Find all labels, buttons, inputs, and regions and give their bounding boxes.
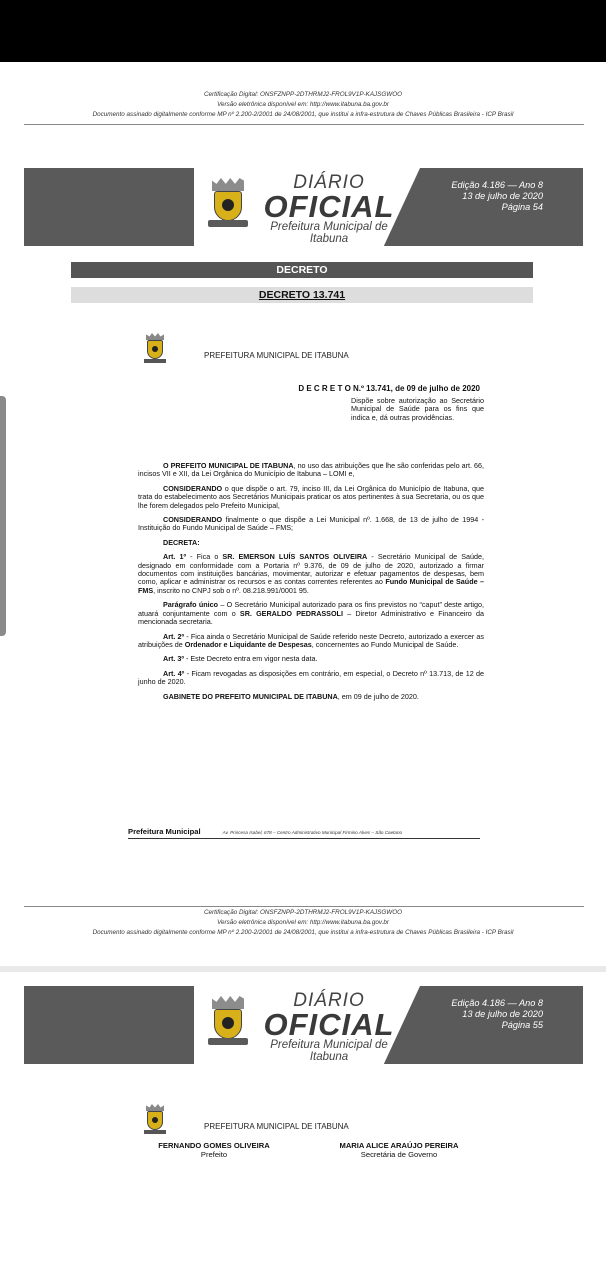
masthead-cidade: Itabuna: [309, 233, 349, 245]
diario-banner-page-55: [24, 986, 583, 1064]
prefeitura-heading: PREFEITURA MUNICIPAL DE ITABUNA: [204, 351, 349, 360]
cert-url: Versão eletrônica disponível em: http://www.itabuna.ba.gov.br: [217, 919, 389, 926]
decree-title: D E C R E T O N.º 13.741, de 09 de julho de 2020: [298, 384, 480, 393]
certification-header: [0, 90, 606, 120]
edition-info: [393, 998, 543, 1031]
gabinete-line: GABINETE DO PREFEITO MUNICIPAL DE ITABUNA, em 09 de julho de 2020.: [163, 691, 419, 701]
signer-role: Prefeito: [200, 1150, 228, 1159]
edition-page: Página 55: [501, 1020, 543, 1030]
signature-prefeito: [144, 1141, 284, 1159]
footer-rule: [24, 906, 584, 907]
coat-of-arms-icon: [208, 996, 248, 1050]
decree-ementa: Dispõe sobre autorização ao Secretário Municipal de Saúde para os fins que indica e, dá outras providências.: [351, 396, 484, 422]
page-footer: [128, 827, 480, 836]
masthead-oficial: OFICIAL: [263, 1007, 395, 1042]
masthead-cidade: Itabuna: [309, 1051, 349, 1063]
masthead-prefeitura: Prefeitura Municipal de: [270, 1039, 388, 1051]
signer-role: Secretária de Governo: [360, 1150, 438, 1159]
cert-code: Certificação Digital: ONSFZNPP-2DTHRMJ2-FROL9V1P-KAJSGWOO: [203, 909, 403, 916]
masthead: [256, 172, 402, 245]
footer-address: Av. Princesa Isabel, 678 – Centro Administrativo Municipal Firmino Alves – São Caetano: [222, 830, 403, 835]
decree-number: DECRETO 13.741: [258, 289, 346, 301]
decree-number-bar: [71, 287, 533, 303]
coat-of-arms-icon: [208, 178, 248, 232]
article-3: Art. 3º - Este Decreto entra em vigor nesta data.: [163, 654, 318, 664]
scrollbar-handle[interactable]: [0, 396, 6, 636]
cert-code: Certificação Digital: ONSFZNPP-2DTHRMJ2-FROL9V1P-KAJSGWOO: [203, 91, 403, 98]
cert-legal: Documento assinado digitalmente conforme MP nº 2.200-2/2001 de 24/08/2001, que institui a infra-estrutura de Chaves Públicas Brasileira - ICP Brasil: [92, 929, 514, 936]
edition-date: 13 de julho de 2020: [462, 191, 543, 201]
decree-body: [138, 462, 484, 701]
edition-page: Página 54: [501, 202, 543, 212]
signature-secretaria: [322, 1141, 476, 1159]
diario-banner: [24, 168, 583, 246]
masthead-diario: DIÁRIO: [293, 172, 365, 193]
masthead-diario: DIÁRIO: [293, 990, 365, 1011]
signer-name: MARIA ALICE ARAÚJO PEREIRA: [339, 1141, 459, 1150]
certification-footer: [0, 908, 606, 938]
edition-date: 13 de julho de 2020: [462, 1009, 543, 1019]
small-coat-of-arms-icon: [144, 333, 166, 367]
prefeitura-heading: PREFEITURA MUNICIPAL DE ITABUNA: [204, 1122, 349, 1131]
masthead: [256, 990, 402, 1063]
footer-title: Prefeitura Municipal: [128, 827, 201, 836]
small-coat-of-arms-icon: [144, 1104, 166, 1138]
article-4: Art. 4º - Ficam revogadas as disposições em contrário, em especial, o Decreto nº 13.713, de 12 de junho de 2020.: [138, 668, 484, 687]
article-1: Art. 1º - Fica o SR. EMERSON LUÍS SANTOS OLIVEIRA - Secretário Municipal de Saúde, designado em conformidade com a Portaria nº 9.376, de 09 de julho de 2020, autorizado a firmar documentos com instituições bancárias, movimentar, autorizar e efetuar pagamentos de despesas, bem como, aplicar e administrar os recursos e as contas correntes referentes ao Fundo Municipal de Saúde – FMS, inscrito no CNPJ sob o nº. 08.218.991/0001 95.: [138, 552, 484, 595]
cert-legal: Documento assinado digitalmente conforme MP nº 2.200-2/2001 de 24/08/2001, que institui a infra-estrutura de Chaves Públicas Brasileira - ICP Brasil: [92, 111, 514, 118]
paragraph-preamble: O PREFEITO MUNICIPAL DE ITABUNA, no uso das atribuições que lhe são conferidas pelo art. 66, incisos VII e XII, da Lei Orgânica do Município de Itabuna – LOMI e,: [138, 461, 484, 479]
paragrafo-unico: Parágrafo único – O Secretário Municipal autorizado para os fins previstos no “caput” deste artigo, atuará conjuntamente com o SR. GERALDO PEDRASSOLI – Diretor Administrativo e Financeiro da mencionada secretaria.: [138, 600, 485, 627]
article-2: Art. 2º - Fica ainda o Secretário Municipal de Saúde referido neste Decreto, autorizado a exercer as atribuições de Ordenador e Liquidante de Despesas, concernentes ao Fundo Municipal de Saúde.: [138, 631, 484, 649]
section-bar: DECRETO: [71, 262, 533, 278]
paragraph-decreta: DECRETA:: [163, 537, 200, 547]
edition-info: [393, 180, 543, 213]
paragraph-considerando-2: CONSIDERANDO finalmente o que dispõe a Lei Municipal nº. 1.668, de 13 de julho de 1994 - Instituição do Fundo Municipal de Saúde – FMS;: [138, 515, 484, 533]
header-rule: [24, 124, 584, 125]
cert-url: Versão eletrônica disponível em: http://www.itabuna.ba.gov.br: [217, 101, 389, 108]
edition-number: Edição 4.186 — Ano 8: [451, 180, 543, 190]
edition-number: Edição 4.186 — Ano 8: [451, 998, 543, 1008]
signer-name: FERNANDO GOMES OLIVEIRA: [158, 1141, 270, 1150]
masthead-prefeitura: Prefeitura Municipal de: [270, 221, 388, 233]
paragraph-considerando-1: CONSIDERANDO o que dispõe o art. 79, inciso III, da Lei Orgânica do Município de Itabuna, que trata do estabelecimento aos Secretários Municipais praticar os atos pertinentes à sua Secretaria, ou os que lhe forem delegados pelo Prefeito Municipal,: [138, 483, 484, 510]
masthead-oficial: OFICIAL: [263, 189, 395, 224]
